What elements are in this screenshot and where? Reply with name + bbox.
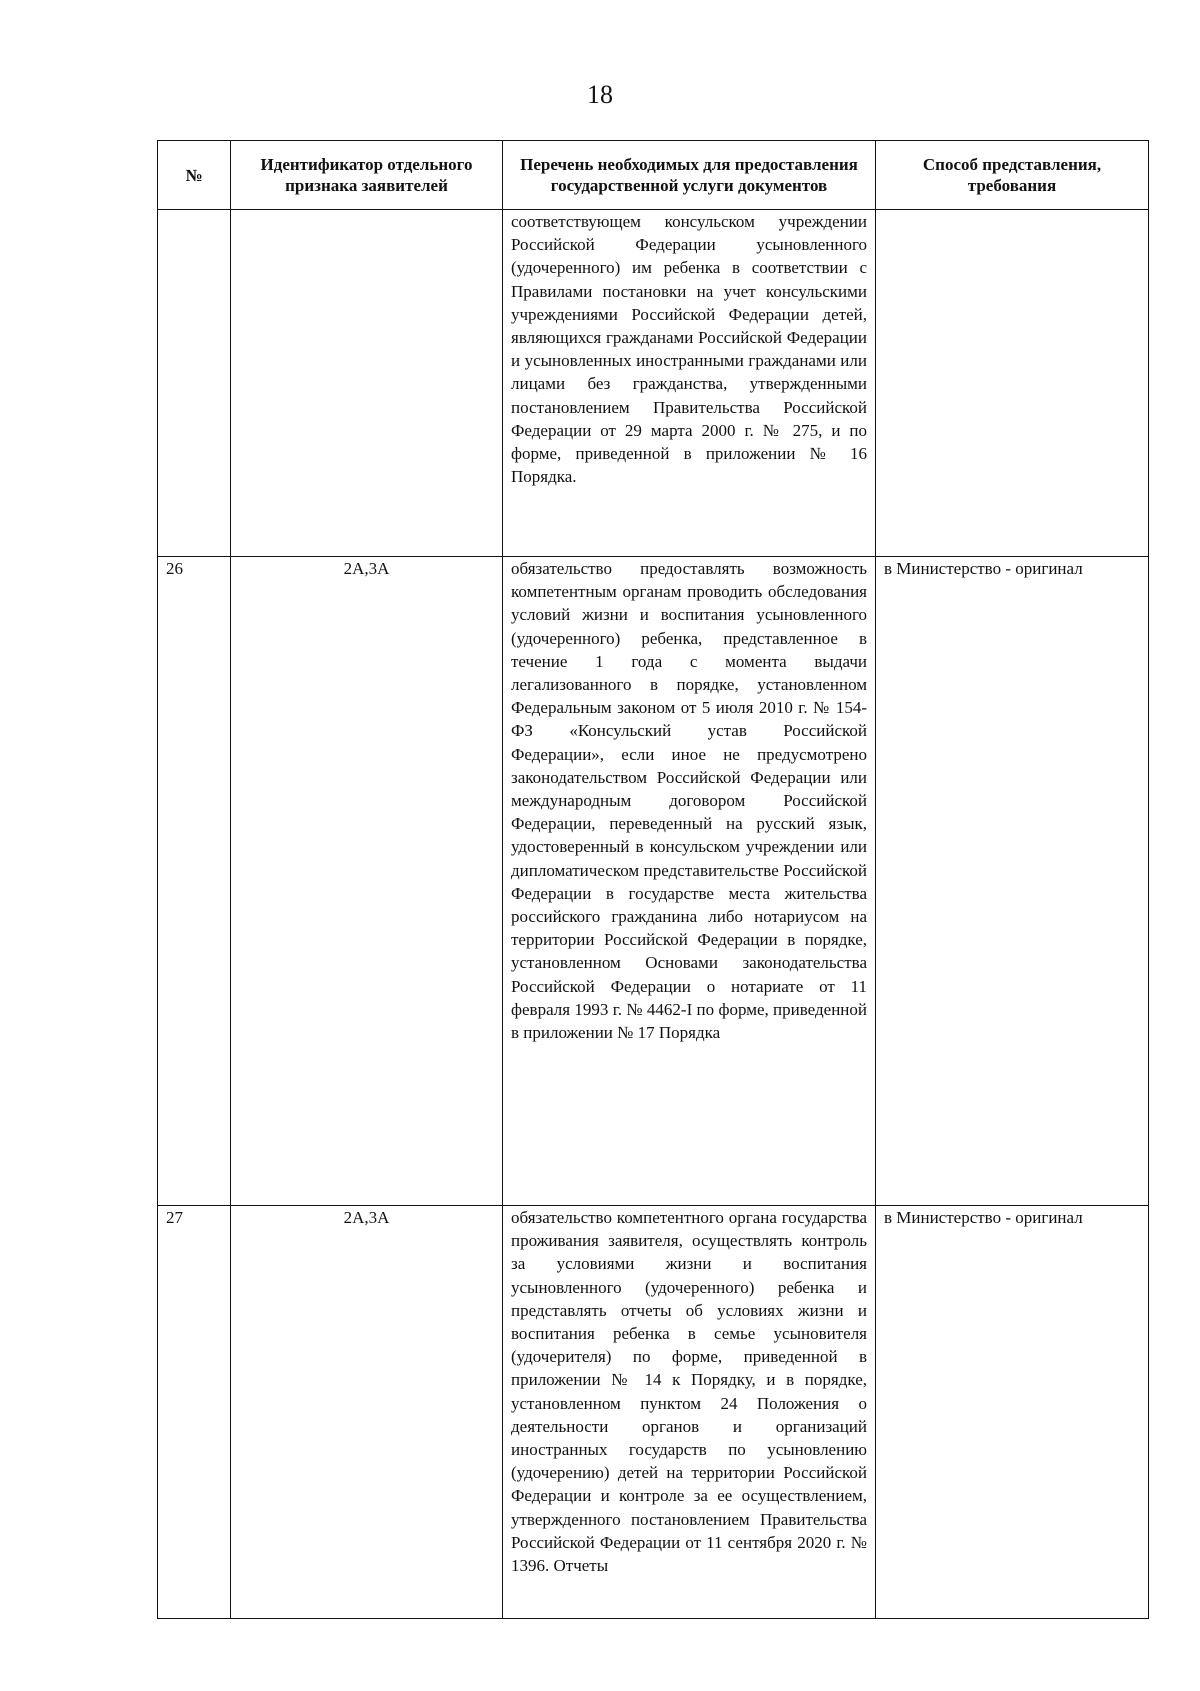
row-identifier: 2А,3А [231, 557, 503, 1206]
header-identifier: Идентификатор отдельного признака заявителей [231, 141, 503, 210]
row-method [876, 210, 1149, 557]
row-documents: обязательство компетентного органа государства проживания заявителя, осуществлять контроль за условиями жизни и воспитания усыновленного (удочеренного) ребенка и представлять отчеты об условиях жизни и воспитания ребенка в семье усыновителя (удочерителя) по форме, приведенной в приложении № 14 к Порядку, и в порядке, установленном пунктом 24 Положения о деятельности органов и организаций иностранных государств по усыновлению (удочерению) детей на территории Российской Федерации и контроле за ее осуществлением, утвержденного постановлением Правительства Российской Федерации от 11 сентября 2020 г. № 1396. Отчеты [503, 1206, 876, 1619]
documents-table [157, 140, 1149, 1619]
page-number: 18 [587, 80, 613, 109]
row-documents: обязательство предоставлять возможность компетентным органам проводить обследования условий жизни и воспитания усыновленного (удочеренного) ребенка, представленное в течение 1 года с момента выдачи легализованного в порядке, установленном Федеральным законом от 5 июля 2010 г. № 154-ФЗ «Консульский устав Российской Федерации», если иное не предусмотрено законодательством Российской Федерации или международным договором Российской Федерации, переведенный на русский язык, удостоверенный в консульском учреждении или дипломатическом представительстве Российской Федерации в государстве места жительства российского гражданина либо нотариусом на территории Российской Федерации в порядке, установленном Основами законодательства Российской Федерации о нотариате от 11 февраля 1993 г. № 4462-I по форме, приведенной в приложении № 17 Порядка [503, 557, 876, 1206]
row-number: 26 [158, 557, 231, 1206]
header-num: № [158, 141, 231, 210]
row-documents: соответствующем консульском учреждении Российской Федерации усыновленного (удочеренного) им ребенка в соответствии с Правилами постановки на учет консульскими учреждениями Российской Федерации детей, являющихся гражданами Российской Федерации и усыновленных иностранными гражданами или лицами без гражданства, утвержденными постановлением Правительства Российской Федерации от 29 марта 2000 г. № 275, и по форме, приведенной в приложении № 16 Порядка. [503, 210, 876, 557]
table-row [158, 1206, 1149, 1619]
header-method: Способ представления, требования [876, 141, 1149, 210]
row-number [158, 210, 231, 557]
row-method: в Министерство - оригинал [876, 557, 1149, 1206]
table-row [158, 557, 1149, 1206]
table-row [158, 210, 1149, 557]
row-method: в Министерство - оригинал [876, 1206, 1149, 1619]
row-number: 27 [158, 1206, 231, 1619]
row-identifier: 2А,3А [231, 1206, 503, 1619]
header-documents: Перечень необходимых для предоставления государственной услуги документов [503, 141, 876, 210]
table-header-row [158, 141, 1149, 210]
row-identifier [231, 210, 503, 557]
